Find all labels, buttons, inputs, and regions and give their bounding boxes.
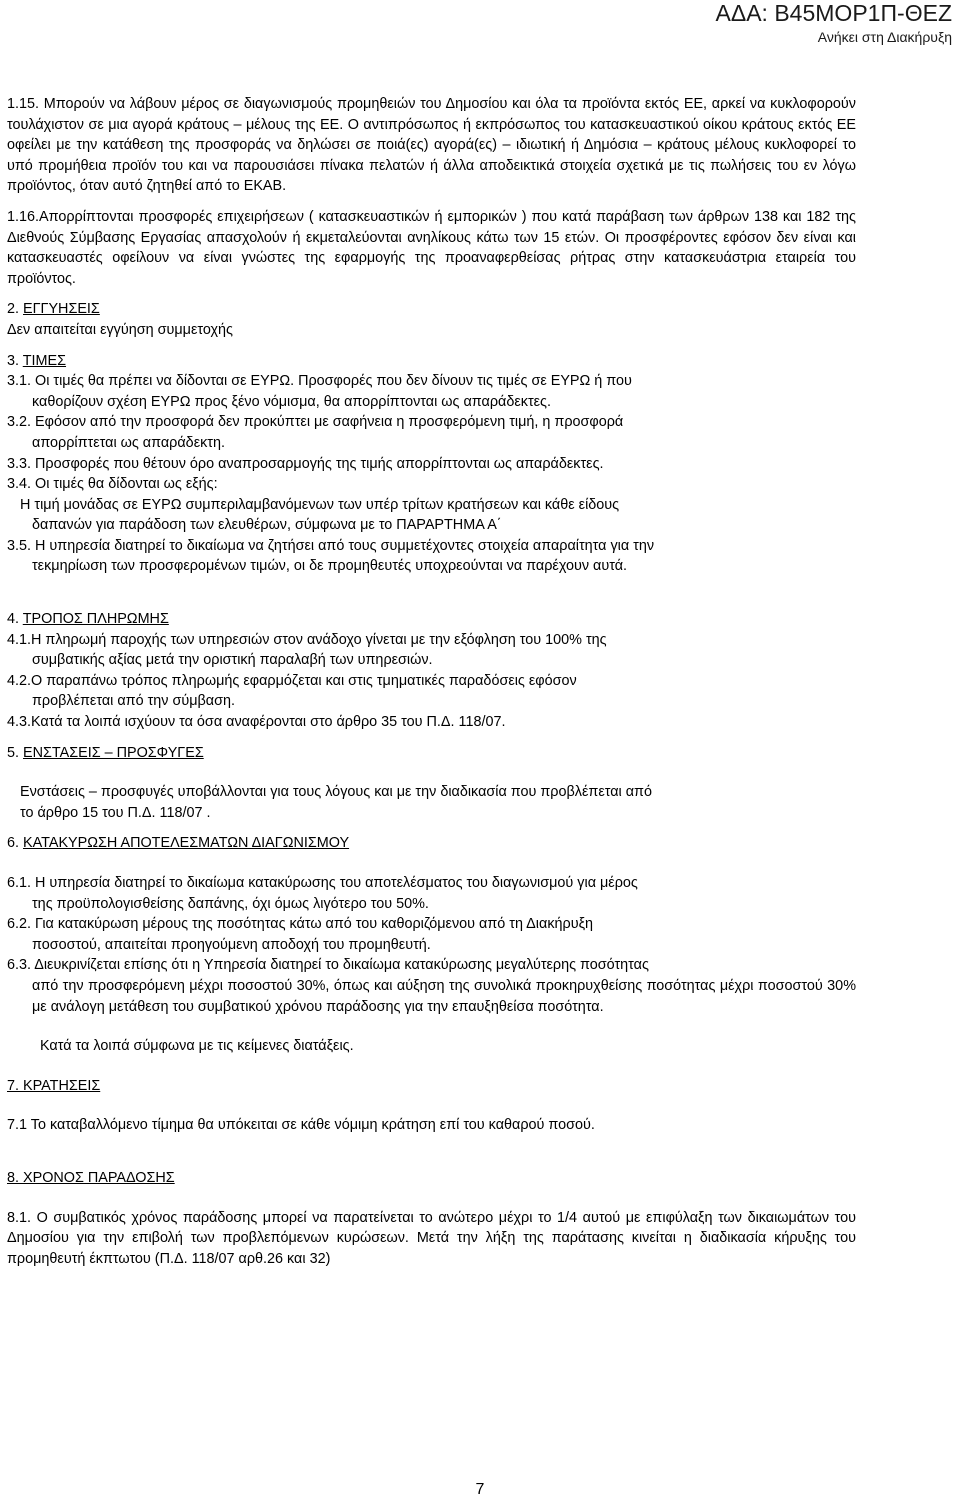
- paragraph-6-2: 6.2. Για κατακύρωση μέρους της ποσότητας κάτω από του καθοριζόμενου από τη Διακήρυξη: [7, 916, 594, 933]
- document-body: [7, 94, 856, 1269]
- paragraph-4-3: 4.3.Κατά τα λοιπά ισχύουν τα όσα αναφέρονται στο άρθρο 35 του Π.Δ. 118/07.: [7, 714, 506, 731]
- section-3-heading: 3. ΤΙΜΕΣ: [7, 352, 67, 369]
- paragraph-8-1: 8.1. Ο συμβατικός χρόνος παράδοσης μπορεί να παρατείνεται το ανώτερο μέχρι το 1/4 αυτού με επιφύλαξη των δικαιωμάτων του Δημοσίου για την επιβολή των προβλεπόμενων κυρώσεων. Μετά την λήξη της παράτασης κινείται η διαδικασία κήρυξης του προμηθευτή έκπτωτου (Π.Δ. 118/07 αρθ.26 και 32): [7, 1209, 856, 1267]
- section-2-heading: 2. ΕΓΓΥΗΣΕΙΣ: [7, 301, 100, 318]
- section-4-title: ΤΡΟΠΟΣ ΠΛΗΡΩΜΗΣ: [22, 611, 169, 628]
- paragraph-3-2: 3.2. Εφόσον από την προσφορά δεν προκύπτει με σαφήνεια η προσφερόμενη τιμή, η προσφορά: [7, 414, 624, 431]
- paragraph-3-5: 3.5. Η υπηρεσία διατηρεί το δικαίωμα να ζητήσει από τους συμμετέχοντες στοιχεία απαραίτητα για την: [7, 537, 655, 554]
- paragraph-3-1-cont: καθορίζουν σχέση ΕΥΡΩ προς ξένο νόμισμα, θα απορρίπτονται ως απαράδεκτες.: [32, 393, 551, 410]
- paragraph-4-2-cont: προβλέπεται από την σύμβαση.: [32, 693, 236, 710]
- belongs-to-label: Ανήκει στη Διακήρυξη: [817, 29, 952, 45]
- paragraph-6-2-cont: ποσοστού, απαιτείται προηγούμενη αποδοχή του προμηθευτή.: [32, 936, 431, 953]
- section-2-text: Δεν απαιτείται εγγύηση συμμετοχής: [7, 321, 233, 338]
- paragraph-5-1-cont: το άρθρο 15 του Π.Δ. 118/07 .: [20, 804, 211, 821]
- paragraph-6-4: Κατά τα λοιπά σύμφωνα με τις κείμενες διατάξεις.: [40, 1038, 354, 1055]
- paragraph-3-4-b: δαπανών για παράδοση των ελευθέρων, σύμφωνα με το ΠΑΡΑΡΤΗΜΑ Α΄: [32, 517, 502, 534]
- section-3-title: ΤΙΜΕΣ: [22, 352, 67, 369]
- document-header: [716, 0, 952, 47]
- paragraph-3-2-cont: απορρίπτεται ως απαράδεκτη.: [32, 434, 225, 451]
- paragraph-6-3: 6.3. Διευκρινίζεται επίσης ότι η Υπηρεσία διατηρεί το δικαίωμα κατακύρωσης μεγαλύτερης ποσότητας: [7, 957, 649, 974]
- paragraph-6-1-cont: της προϋπολογισθείσης δαπάνης, όχι όμως λιγότερο του 50%.: [32, 895, 429, 912]
- paragraph-3-1: 3.1. Οι τιμές θα πρέπει να δίδονται σε ΕΥΡΩ. Προσφορές που δεν δίνουν τις τιμές σε ΕΥΡΩ ή που: [7, 373, 632, 390]
- section-4-heading: 4. ΤΡΟΠΟΣ ΠΛΗΡΩΜΗΣ: [7, 611, 169, 628]
- page-number: 7: [475, 1481, 485, 1498]
- paragraph-7-1: 7.1 Το καταβαλλόμενο τίμημα θα υπόκειται σε κάθε νόμιμη κράτηση επί του καθαρού ποσού.: [7, 1117, 595, 1134]
- paragraph-4-2: 4.2.Ο παραπάνω τρόπος πληρωμής εφαρμόζεται και στις τμηματικές παραδόσεις εφόσον: [7, 672, 577, 689]
- paragraph-1-15: 1.15. Μπορούν να λάβουν μέρος σε διαγωνισμούς προμηθειών του Δημοσίου και όλα τα προϊόντα εκτός ΕΕ, αρκεί να κυκλοφορούν τουλάχιστον σε μια αγορά κράτους – μέλους της ΕΕ. Ο αντιπρόσωπος ή εκπρόσωπος του κατασκευαστικού οίκου κράτους εκτός ΕΕ οφείλει με την κατάθεση της προσφοράς να δηλώσει σε ποιά(ες) αγορά(ες) – ιδιωτική ή Δημόσια – κράτους μέλους κυκλοφορεί το υπό προμήθεια προϊόν του και να παρουσιάσει πίνακα πελατών ή άλλα αποδεικτικά στοιχεία σχετικά με τις πωλήσεις του εν λόγω προϊόντος, όταν αυτό ζητηθεί από το ΕΚΑΒ.: [7, 96, 856, 195]
- paragraph-5-1: Ενστάσεις – προσφυγές υποβάλλονται για τους λόγους και με την διαδικασία που προβλέπεται από: [20, 784, 652, 801]
- section-5-heading: 5. ΕΝΣΤΑΣΕΙΣ – ΠΡΟΣΦΥΓΕΣ: [7, 744, 204, 761]
- section-2-title: ΕΓΓΥΗΣΕΙΣ: [23, 301, 100, 318]
- paragraph-4-1: 4.1.Η πληρωμή παροχής των υπηρεσιών στον ανάδοχο γίνεται με την εξόφληση του 100% της: [7, 631, 607, 648]
- paragraph-4-1-cont: συμβατικής αξίας μετά την οριστική παραλαβή των υπηρεσιών.: [32, 652, 433, 669]
- ada-code: ΑΔΑ: Β45ΜΟΡ1Π-ΘΕΖ: [715, 0, 952, 26]
- paragraph-6-3-cont: από την προσφερόμενη μέχρι ποσοστού 30%, όπως και αύξηση της συνολικά προκηρυχθείσης ποσότητας μέχρι ποσοστού 30% με ανάλογη μετάθεση του συμβατικού χρόνου παράδοσης για την επαυξηθείσα ποσότητα.: [32, 977, 856, 1015]
- paragraph-3-3: 3.3. Προσφορές που θέτουν όρο αναπροσαρμογής της τιμής απορρίπτονται ως απαράδεκτες.: [7, 455, 604, 472]
- paragraph-3-4: 3.4. Οι τιμές θα δίδονται ως εξής:: [7, 476, 218, 493]
- section-6-title: ΚΑΤΑΚΥΡΩΣΗ ΑΠΟΤΕΛΕΣΜΑΤΩΝ ΔΙΑΓΩΝΙΣΜΟΥ: [23, 835, 350, 852]
- section-8-title: 8. ΧΡΟΝΟΣ ΠΑΡΑΔΟΣΗΣ: [7, 1169, 175, 1186]
- paragraph-1-16: 1.16.Απορρίπτονται προσφορές επιχειρήσεων ( κατασκευαστικών ή εμπορικών ) που κατά παράβαση των άρθρων 138 και 182 της Διεθνούς Σύμβασης Εργασίας απασχολούν ή εκμεταλεύονται ανηλίκους κάτω των 15 ετών. Οι προσφέροντες εφόσον δεν είναι και κατασκευαστές οφείλουν να είναι γνώστες της εφαρμογής της προαναφερθείσας ρήτρας στην κατασκευάστρια εταιρεία του προϊόντος.: [7, 208, 856, 287]
- paragraph-3-4-a: Η τιμή μονάδας σε ΕΥΡΩ συμπεριλαμβανόμενων των υπέρ τρίτων κρατήσεων και κάθε είδους: [20, 496, 620, 513]
- section-7-title: 7. ΚΡΑΤΗΣΕΙΣ: [7, 1077, 101, 1094]
- section-6-heading: 6. ΚΑΤΑΚΥΡΩΣΗ ΑΠΟΤΕΛΕΣΜΑΤΩΝ ΔΙΑΓΩΝΙΣΜΟΥ: [7, 835, 350, 852]
- section-5-title: ΕΝΣΤΑΣΕΙΣ – ΠΡΟΣΦΥΓΕΣ: [23, 744, 204, 761]
- paragraph-6-1: 6.1. Η υπηρεσία διατηρεί το δικαίωμα κατακύρωσης του αποτελέσματος του διαγωνισμού για μέρος: [7, 875, 638, 891]
- paragraph-3-5-cont: τεκμηρίωση των προσφερομένων τιμών, οι δε προμηθευτές υποχρεούνται να παρέχουν αυτά.: [32, 558, 628, 575]
